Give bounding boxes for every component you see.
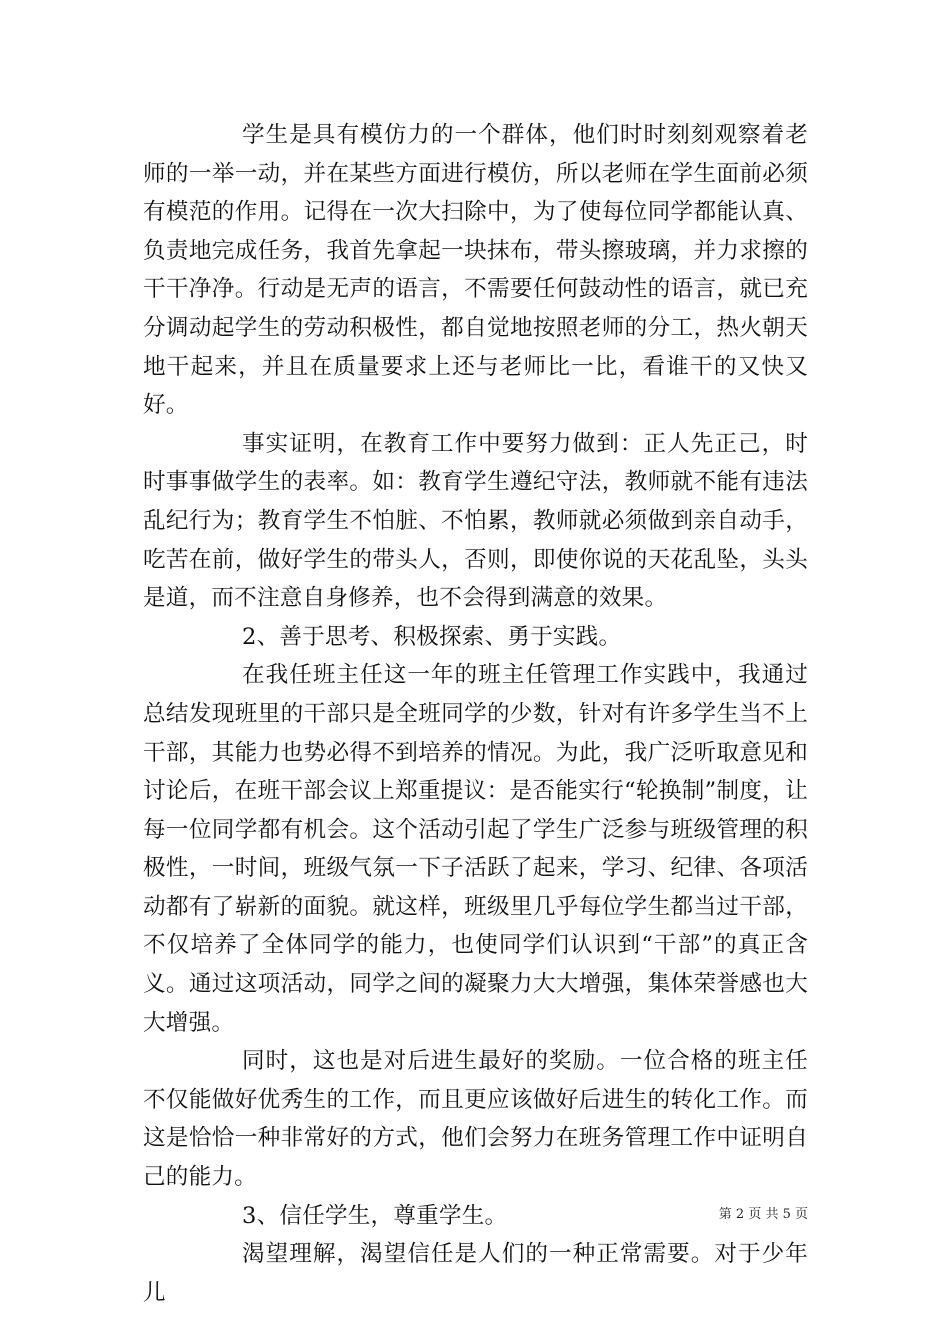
section-heading-think-explore: 2、善于思考、积极探索、勇于实践。 [242,623,622,650]
body-text [143,116,808,1312]
paragraph-struggling-students: 同时，这也是对后进生最好的奖励。一位合格的班主任不仅能做好优秀生的工作，而且更应该做好后进生的转化工作。而这是恰恰一种非常好的方式，他们会努力在班务管理工作中证明自己的能力。 [143,1048,808,1191]
paragraph-role-model: 学生是具有模仿力的一个群体，他们时时刻刻观察着老师的一举一动，并在某些方面进行模仿，所以老师在学生面前必须有模范的作用。记得在一次大扫除中，为了使每位同学都能认真、负责地完成任务，我首先拿起一块抹布，带头擦玻璃，并力求擦的干干净净。行动是无声的语言，不需要任何鼓动性的语言，就已充分调动起学生的劳动积极性，都自觉地按照老师的分工，热火朝天地干起来，并且在质量要求上还与老师比一比，看谁干的又快又好。 [143,122,808,419]
paragraph-desire-for-trust: 渴望理解，渴望信任是人们的一种正常需要。对于少年儿 [143,1241,808,1306]
section-heading-trust-respect: 3、信任学生，尊重学生。 [242,1202,508,1229]
paragraph-rotation-system: 在我任班主任这一年的班主任管理工作实践中，我通过总结发现班里的干部只是全班同学的少数，针对有许多学生当不上干部，其能力也势必得不到培养的情况。为此，我广泛听取意见和讨论后，在班干部会议上郑重提议：是否能实行“轮换制”制度，让每一位同学都有机会。这个活动引起了学生广泛参与班级管理的积极性，一时间，班级气氛一下子活跃了起来，学习、纪律、各项活动都有了崭新的面貌。就这样，班级里几乎每位学生都当过干部，不仅培养了全体同学的能力，也使同学们认识到“干部”的真正含义。通过这项活动，同学之间的凝聚力大大增强，集体荣誉感也大大增强。 [143,662,808,1036]
paragraph-facts-prove: 事实证明，在教育工作中要努力做到：正人先正己，时时事事做学生的表率。如：教育学生遵纪守法，教师就不能有违法乱纪行为；教育学生不怕脏、不怕累，教师就必须做到亲自动手，吃苦在前，做好学生的带头人，否则，即使你说的天花乱坠，头头是道，而不注意自身修养，也不会得到满意的效果。 [143,430,808,612]
page-number-footer: 第 2 页 共 5 页 [718,1207,808,1222]
